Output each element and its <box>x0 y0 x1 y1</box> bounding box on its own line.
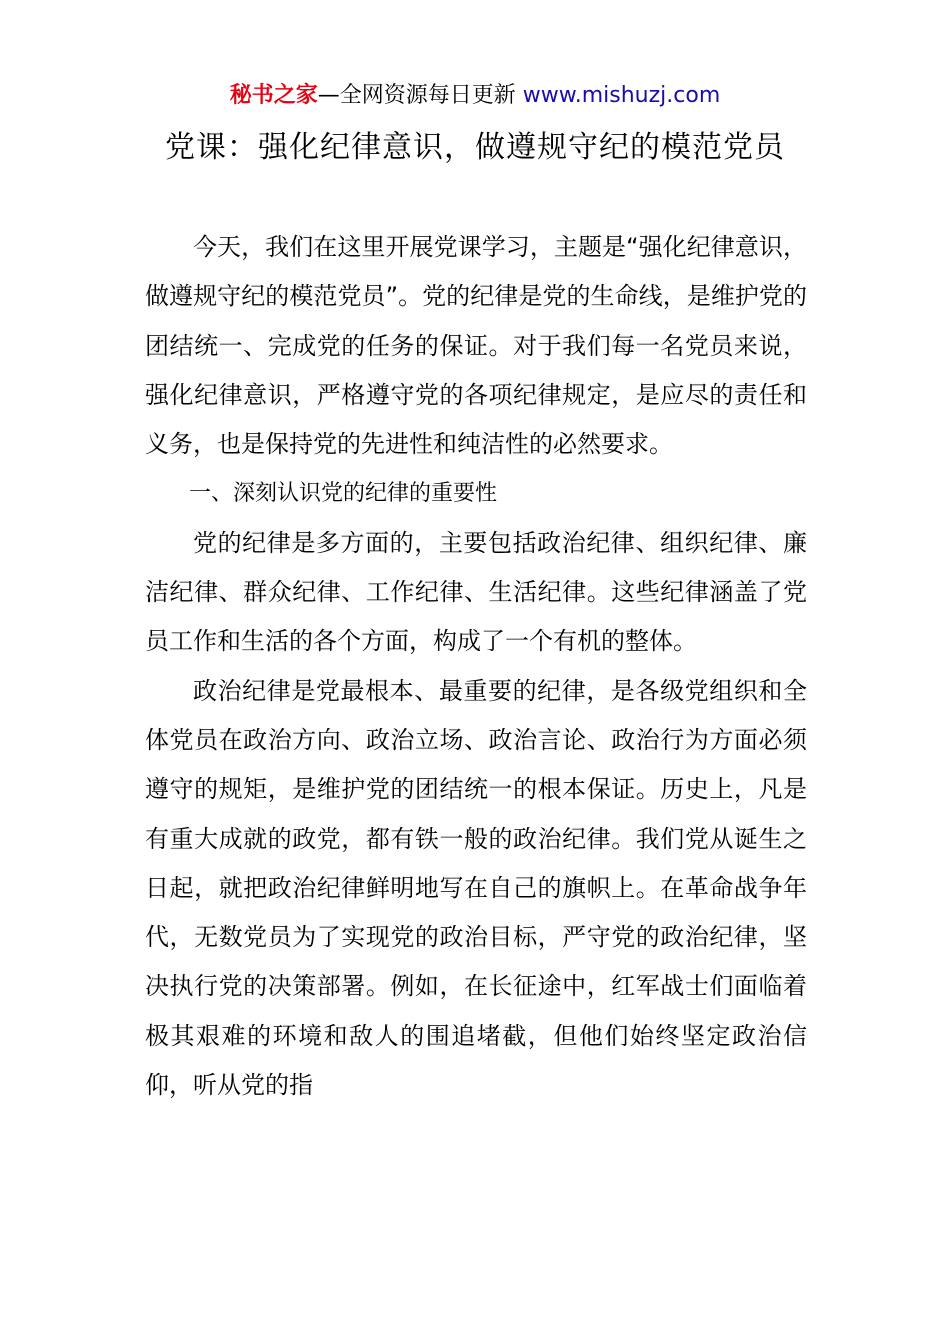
paragraph-intro: 今天，我们在这里开展党课学习，主题是“强化纪律意识，做遵规守纪的模范党员”。党的纪律是党的生命线，是维护党的团结统一、完成党的任务的保证。对于我们每一名党员来说，强化纪律意识，严格遵守党的各项纪律规定，是应尽的责任和义务，也是保持党的先进性和纯洁性的必然要求。 <box>145 233 807 459</box>
site-name: 秘书之家 <box>229 83 318 108</box>
section-heading: 一、深刻认识党的纪律的重要性 <box>189 481 498 507</box>
document-body <box>145 223 807 1110</box>
paragraph-discipline-types: 党的纪律是多方面的，主要包括政治纪律、组织纪律、廉洁纪律、群众纪律、工作纪律、生活纪律。这些纪律涵盖了党员工作和生活的各个方面，构成了一个有机的整体。 <box>145 528 807 656</box>
site-url-link[interactable]: www.mishuzj.com <box>522 83 721 108</box>
site-tagline: —全网资源每日更新 <box>317 83 523 108</box>
document-title: 党课：强化纪律意识，做遵规守纪的模范党员 <box>165 130 785 165</box>
paragraph-political-discipline: 政治纪律是党最根本、最重要的纪律，是各级党组织和全体党员在政治方向、政治立场、政治言论、政治行为方面必须遵守的规矩，是维护党的团结统一的根本保证。历史上，凡是有重大成就的政党，都有铁一般的政治纪律。我们党从诞生之日起，就把政治纪律鲜明地写在自己的旗帜上。在革命战争年代，无数党员为了实现党的政治目标，严守党的政治纪律，坚决执行党的决策部署。例如，在长征途中，红军战士们面临着极其艰难的环境和敌人的围追堵截，但他们始终坚定政治信仰，听从党的指 <box>145 676 807 1100</box>
site-header <box>0 80 950 112</box>
